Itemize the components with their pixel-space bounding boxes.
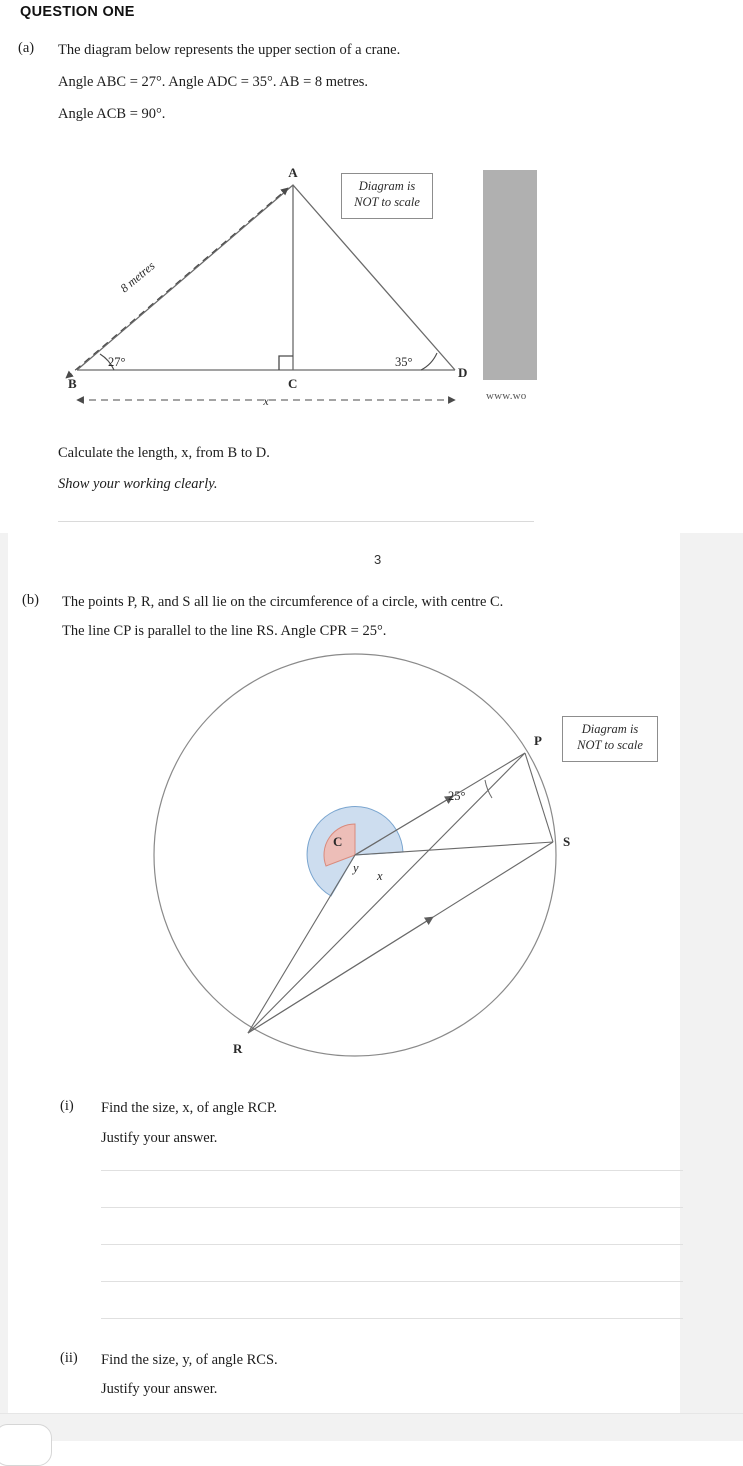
part-b-i-line-1: Find the size, x, of angle RCP.: [101, 1100, 278, 1116]
circle-vertex-s: S: [563, 834, 571, 849]
angle-y-label: y: [353, 861, 359, 875]
scale-note-b-line1: Diagram is: [581, 722, 639, 736]
part-b-ii-line-2: Justify your answer.: [101, 1381, 218, 1397]
scale-note-b-line2: NOT to scale: [577, 738, 643, 752]
answer-line-5[interactable]: [101, 1318, 683, 1319]
part-a-line-3: Angle ACB = 90°.: [58, 106, 166, 122]
circle-vertex-p: P: [534, 733, 542, 748]
part-b-marker: (b): [22, 592, 39, 608]
crane-side-ab-label: 8 metres: [117, 258, 158, 296]
scale-note-b: [562, 716, 658, 762]
page-number: 3: [374, 552, 382, 567]
part-a-instruction: Calculate the length, x, from B to D.: [58, 445, 270, 461]
crane-vertex-c: C: [288, 376, 298, 391]
page-title: QUESTION ONE: [20, 4, 135, 20]
answer-line-3[interactable]: [101, 1244, 683, 1245]
watermark-bar: [483, 170, 537, 380]
part-a-line-1: The diagram below represents the upper section of a crane.: [58, 42, 401, 58]
crane-vertex-a: A: [288, 165, 298, 180]
scale-note-a: [341, 173, 433, 219]
crane-diagram: [40, 160, 540, 415]
circle-vertex-c: C: [333, 834, 343, 849]
angle-cpr-label: 25°: [448, 789, 466, 803]
angle-x-label: x: [377, 869, 383, 883]
part-b-ii-line-1: Find the size, y, of angle RCS.: [101, 1352, 278, 1368]
part-b-line-2: The line CP is parallel to the line RS. Angle CPR = 25°.: [62, 623, 387, 639]
answer-line-1[interactable]: [101, 1170, 683, 1171]
scale-note-a-line2: NOT to scale: [354, 195, 420, 209]
bottom-divider: [0, 1413, 743, 1414]
crane-angle-b-label: 27°: [108, 355, 126, 369]
circle-vertex-r: R: [233, 1041, 243, 1056]
circle-diagram: [140, 645, 680, 1075]
scale-note-a-line1: Diagram is: [358, 179, 416, 193]
answer-line-2[interactable]: [101, 1207, 683, 1208]
crane-vertex-d: D: [458, 365, 468, 380]
crane-base-x-label: x: [263, 394, 269, 408]
crane-angle-d-label: 35°: [395, 355, 413, 369]
crane-vertex-b: B: [68, 376, 77, 391]
part-b-i-line-2: Justify your answer.: [101, 1130, 218, 1146]
part-a-marker: (a): [18, 40, 35, 56]
part-a-line-2: Angle ABC = 27°. Angle ADC = 35°. AB = 8 metres.: [58, 74, 369, 90]
bottom-toolbar-pill[interactable]: [0, 1424, 52, 1466]
part-b-i-marker: (i): [60, 1098, 74, 1114]
answer-line-4[interactable]: [101, 1281, 683, 1282]
watermark-text: www.wo: [486, 390, 527, 402]
part-b-line-1: The points P, R, and S all lie on the circumference of a circle, with centre C.: [62, 594, 504, 610]
part-b-ii-marker: (ii): [60, 1350, 78, 1366]
part-a-instruction-italic: Show your working clearly.: [58, 476, 218, 492]
section-divider-a: [58, 521, 534, 522]
